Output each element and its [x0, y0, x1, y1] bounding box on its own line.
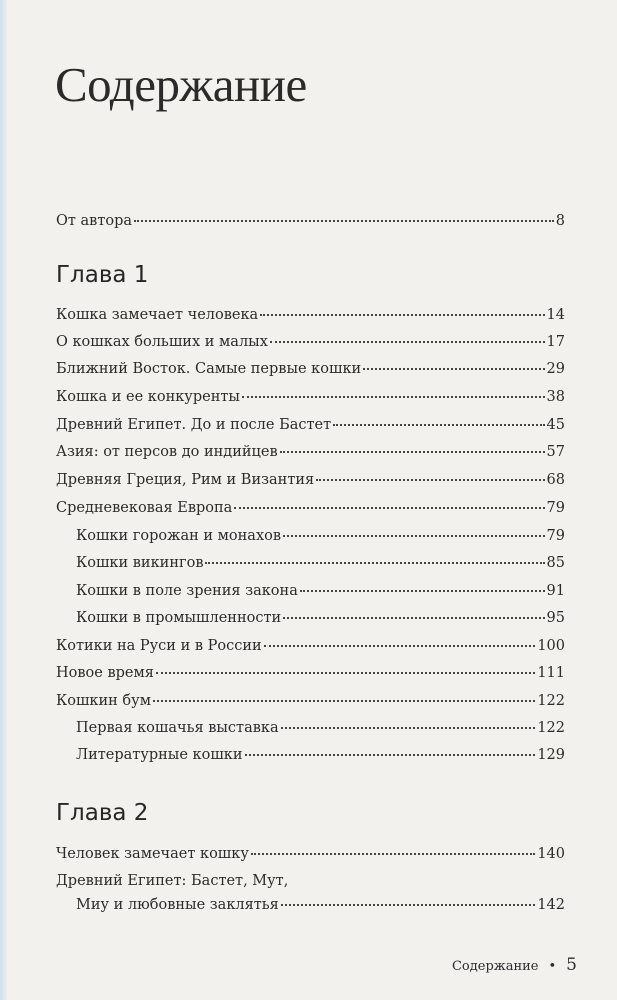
- dot-leader: [283, 535, 545, 537]
- toc-entry-page: 91: [546, 583, 565, 599]
- toc-entry-label: Древняя Греция, Рим и Византия: [56, 472, 315, 488]
- toc-entry-page: 122: [537, 693, 565, 709]
- toc-entry[interactable]: [56, 360, 565, 378]
- toc-entry-label: Литературные кошки: [76, 747, 243, 763]
- running-header: Содержание: [451, 959, 539, 974]
- toc-entry-page: 79: [546, 528, 565, 544]
- toc-subentry[interactable]: [76, 746, 565, 764]
- page-number: 5: [566, 955, 577, 975]
- dot-leader: [280, 451, 545, 453]
- toc-entry[interactable]: [56, 845, 565, 863]
- toc-subentry[interactable]: [76, 582, 565, 600]
- dot-leader: [264, 645, 536, 647]
- toc-entry-continuation[interactable]: [76, 896, 565, 914]
- toc-subentry[interactable]: [76, 554, 565, 572]
- toc-entry-page: 129: [537, 747, 565, 763]
- dot-leader: [281, 727, 536, 729]
- toc-entry-label: Кошки викингов: [76, 555, 204, 571]
- toc-subentry[interactable]: [76, 527, 565, 545]
- dot-leader: [156, 672, 535, 674]
- dot-leader: [333, 424, 544, 426]
- toc-entry-page: 8: [555, 213, 565, 229]
- toc-entry-page: 122: [537, 720, 565, 736]
- toc-entry-page: 79: [546, 500, 565, 516]
- dot-leader: [300, 590, 545, 592]
- toc-entry-page: 57: [546, 444, 565, 460]
- toc-entry-page: 100: [537, 638, 565, 654]
- toc-entry-label: Ближний Восток. Самые первые кошки: [56, 361, 362, 377]
- dot-leader: [245, 754, 536, 756]
- toc-entry[interactable]: [56, 333, 565, 351]
- toc-entry-label: Азия: от персов до индийцев: [56, 444, 278, 460]
- toc-entry-label: Миу и любовные заклятья: [76, 897, 279, 913]
- toc-entry-intro[interactable]: [56, 212, 565, 230]
- dot-leader: [363, 368, 544, 370]
- toc-entry-label: О кошках больших и малых: [56, 334, 268, 350]
- chapter-heading: Глава 1: [56, 262, 149, 288]
- toc-entry-label: Кошки в промышленности: [76, 610, 282, 626]
- toc-entry-page: 68: [546, 472, 565, 488]
- toc-entry-label: Новое время: [56, 665, 154, 681]
- toc-entry-first-line[interactable]: [56, 872, 565, 890]
- toc-entry-label: Кошки в поле зрения закона: [76, 583, 298, 599]
- toc-entry-label: Кошка замечает человека: [56, 307, 259, 323]
- dot-leader: [316, 479, 544, 481]
- toc-entry[interactable]: [56, 692, 565, 710]
- toc-entry[interactable]: [56, 471, 565, 489]
- toc-entry[interactable]: [56, 637, 565, 655]
- toc-subentry[interactable]: [76, 609, 565, 627]
- chapter-heading: Глава 2: [56, 800, 149, 826]
- dot-leader: [281, 904, 535, 906]
- toc-entry-page: 142: [537, 897, 565, 913]
- dot-leader: [234, 507, 544, 509]
- dot-leader: [283, 617, 544, 619]
- footer-separator: •: [548, 959, 557, 974]
- toc-entry[interactable]: [56, 416, 565, 434]
- page-footer: [452, 955, 577, 975]
- toc-entry-page: 45: [546, 417, 565, 433]
- toc-entry-label: Древний Египет. До и после Бастет: [56, 417, 332, 433]
- toc-entry-page: 17: [546, 334, 565, 350]
- toc-entry[interactable]: [56, 499, 565, 517]
- toc-entry-label: Древний Египет: Бастет, Мут,: [56, 873, 289, 889]
- toc-entry-label: Первая кошачья выставка: [76, 720, 279, 736]
- toc-subentry[interactable]: [76, 719, 565, 737]
- toc-entry-label: Кошки горожан и монахов: [76, 528, 282, 544]
- toc-entry-label: Средневековая Европа: [56, 500, 233, 516]
- toc-entry-page: 111: [537, 665, 565, 681]
- page-title: Содержание: [55, 57, 307, 112]
- toc-entry-page: 85: [546, 555, 565, 571]
- toc-entry-label: Котики на Руси и в России: [56, 638, 262, 654]
- dot-leader: [153, 700, 535, 702]
- dot-leader: [242, 396, 545, 398]
- dot-leader: [270, 341, 545, 343]
- page-edge: [0, 0, 7, 1000]
- dot-leader: [251, 853, 535, 855]
- toc-entry[interactable]: [56, 664, 565, 682]
- toc-entry-label: Человек замечает кошку: [56, 846, 249, 862]
- dot-leader: [205, 562, 544, 564]
- toc-entry-page: 95: [546, 610, 565, 626]
- toc-entry[interactable]: [56, 306, 565, 324]
- toc-entry-page: 14: [546, 307, 565, 323]
- toc-entry-page: 38: [546, 389, 565, 405]
- toc-entry-page: 29: [546, 361, 565, 377]
- toc-entry-page: 140: [537, 846, 565, 862]
- toc-entry[interactable]: [56, 388, 565, 406]
- toc-entry-label: От автора: [56, 213, 133, 229]
- dot-leader: [134, 220, 554, 222]
- toc-entry-label: Кошкин бум: [56, 693, 151, 709]
- toc-entry-label: Кошка и ее конкуренты: [56, 389, 240, 405]
- toc-entry[interactable]: [56, 443, 565, 461]
- dot-leader: [260, 314, 544, 316]
